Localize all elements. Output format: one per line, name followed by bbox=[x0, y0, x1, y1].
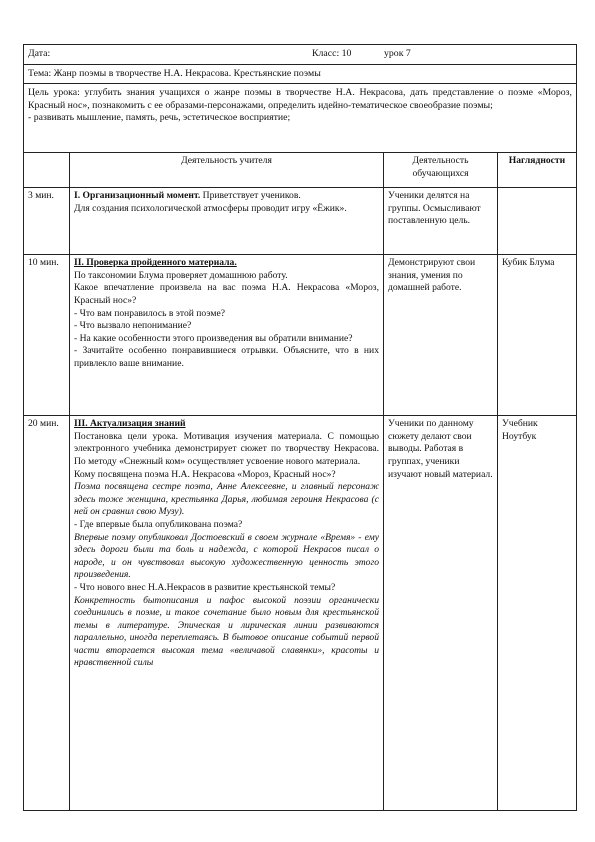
visuals-cell bbox=[498, 188, 577, 255]
teacher-line: - На какие особенности этого произведения вы обратили внимание? bbox=[74, 332, 353, 344]
topic-row bbox=[24, 64, 577, 84]
visuals-cell: Учебник Ноутбук bbox=[498, 416, 577, 811]
teacher-cell bbox=[70, 188, 384, 255]
section-title-rest: Приветствует учеников. bbox=[200, 190, 301, 202]
teacher-line: - Что вызвало непонимание? bbox=[74, 320, 192, 332]
time-cell: 3 мин. bbox=[24, 188, 70, 255]
date-label: Дата: bbox=[28, 48, 51, 59]
section-title: I. Организационный момент. bbox=[74, 190, 201, 202]
class-label: Класс: 10 bbox=[312, 48, 352, 59]
students-cell: Ученики делятся на группы. Осмысливают поставленную цель. bbox=[384, 188, 498, 255]
table-row bbox=[24, 416, 577, 811]
lesson-table bbox=[23, 44, 577, 811]
students-cell: Ученики по данному сюжету делают свои выводы. Работая в группах, ученики изучают новый материал. bbox=[384, 416, 498, 811]
teacher-line: Для создания психологической атмосферы проводит игру «Ёжик». bbox=[74, 202, 347, 214]
column-header-visuals: Наглядности bbox=[498, 153, 577, 188]
teacher-cell bbox=[70, 255, 384, 416]
time-cell: 20 мин. bbox=[24, 416, 70, 811]
section-title: II. Проверка пройденного материала. bbox=[74, 257, 237, 269]
column-header-students: Деятельность обучающихся bbox=[384, 153, 498, 188]
column-header-row bbox=[24, 153, 577, 188]
question-text: - Что нового внес Н.А.Некрасов в развитие крестьянской темы? bbox=[74, 581, 336, 593]
answer-text: Поэма посвящена сестре поэта, Анне Алексеевне, и главный персонаж здесь тоже женщина, крестьянка Дарья, любимая героиня Некрасова (с ней он сравнил свою Музу). bbox=[74, 481, 379, 518]
teacher-line: Кому посвящена поэма Н.А. Некрасова «Мороз, Красный нос»? bbox=[74, 468, 336, 480]
teacher-line: - Что вам понравилось в этой поэме? bbox=[74, 307, 225, 319]
teacher-line: Какое впечатление произвела на вас поэма Н.А. Некрасова «Мороз, Красный нос»? bbox=[74, 282, 379, 306]
teacher-line: - Зачитайте особенно понравившиеся отрывки. Объясните, что в них привлекло ваше внимание. bbox=[74, 345, 379, 369]
answer-text: Конкретность бытописания и пафос высокой поэзии органически соединились в поэме, и такое сочетание было новым для крестьянской темы в литературе. Эпическая и лирическая линии развиваются параллельно, иногда переплетаясь. В бытовое описание событий первой части вторгается высокая тема «величавой славянки», красоты и нравственной силы bbox=[74, 594, 379, 669]
question-text: - Где впервые была опубликована поэма? bbox=[74, 518, 243, 530]
visuals-cell: Кубик Блума bbox=[498, 255, 577, 416]
header-row bbox=[24, 45, 577, 65]
goal: Цель урока: углубить знания учащихся о жанре поэмы в творчестве Н.А. Некрасова, дать представление о поэме «Мороз, Красный нос», познакомить с ее образами-персонажами, определить идейно-тематическое своеобразие поэмы; bbox=[28, 87, 572, 111]
lesson-label: урок 7 bbox=[384, 48, 411, 59]
topic: Тема: Жанр поэмы в творчестве Н.А. Некрасова. Крестьянские поэмы bbox=[28, 67, 321, 79]
column-header-teacher: Деятельность учителя bbox=[70, 153, 384, 188]
lesson-plan bbox=[23, 44, 576, 811]
goal-row bbox=[24, 84, 577, 153]
teacher-line: По таксономии Блума проверяет домашнюю работу. bbox=[74, 269, 288, 281]
section-title: III. Актуализация знаний bbox=[74, 418, 186, 430]
answer-text: Впервые поэму опубликовал Достоевский в своем журнале «Время» - ему здесь дороги были та боль и надежда, с которой Некрасов писал о народе, и он чувствовал высокую художественную ценность этого произведения. bbox=[74, 531, 379, 581]
teacher-cell bbox=[70, 416, 384, 811]
goal-extra: - развивать мышление, память, речь, эстетическое восприятие; bbox=[28, 112, 291, 124]
table-row bbox=[24, 255, 577, 416]
teacher-line: Постановка цели урока. Мотивация изучения материала. С помощью электронного учебника демонстрирует сюжет по творчеству Некрасова. По методу «Снежный ком» осуществляет усвоение нового материала. bbox=[74, 430, 379, 467]
time-cell: 10 мин. bbox=[24, 255, 70, 416]
table-row bbox=[24, 188, 577, 255]
students-cell: Демонстрируют свои знания, умения по домашней работе. bbox=[384, 255, 498, 416]
